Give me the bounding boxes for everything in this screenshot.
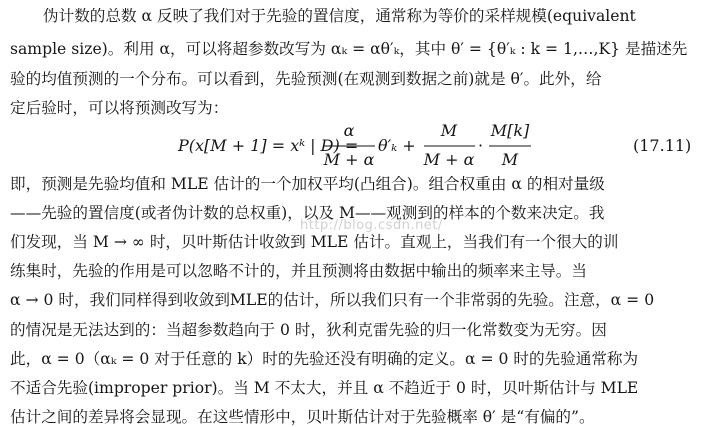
fraction1-denominator: M + α <box>323 150 375 169</box>
equation-lhs: P(x[M + 1] = xᵏ | D) = <box>178 136 359 155</box>
paragraph2-line2: ——先验的置信度(或者伪计数的总权重)，以及 M——观测到的样本的个数来决定。我 <box>10 204 605 222</box>
paragraph2-line6: 的情况是无法达到的：当超参数趋向于 0 时，狄利克雷先验的归一化常数变为无穷。因 <box>10 321 607 339</box>
paragraph2-line9: 估计之间的差异将会显现。在这些情形中，贝叶斯估计对于先验概率 θ′ 是“有偏的”。 <box>10 408 595 426</box>
fraction2-denominator: M + α <box>423 150 475 169</box>
watermark: http://blog.csdn.net/ <box>300 218 443 233</box>
paragraph2-line4: 练集时，先验的作用是可以忽略不计的，并且预测将由数据中输出的频率来主导。当 <box>10 262 587 280</box>
paragraph2-line3: 们发现，当 M → ∞ 时，贝叶斯估计收敛到 MLE 估计。直观上，当我们有一个很大的训 <box>10 233 619 251</box>
equation-dot: · <box>478 136 484 155</box>
paragraph1-line3: 验的均值预测的一个分布。可以看到，先验预测(在观测到数据之前)就是 θ′。此外，给 <box>10 70 602 88</box>
fraction1-numerator: α <box>343 121 355 140</box>
paragraph1-line1: 伪计数的总数 α 反映了我们对于先验的置信度，通常称为等价的采样规模(equivalent <box>43 7 636 25</box>
fraction3-numerator: M[k] <box>490 121 530 140</box>
fraction2-numerator: M <box>440 121 458 140</box>
equation-number: (17.11) <box>633 136 692 155</box>
equation-theta: θ′ₖ + <box>378 136 416 155</box>
fraction3-denominator: M <box>501 150 519 169</box>
paragraph2-line7: 此，α = 0（αₖ = 0 对于任意的 k）时的先验还没有明确的定义。α = 0 时的先验通常称为 <box>10 350 639 368</box>
equation-17-11 <box>0 120 705 172</box>
paragraph2-line1: 即，预测是先验均值和 MLE 估计的一个加权平均(凸组合)。组合权重由 α 的相对量级 <box>10 175 605 193</box>
paragraph2-line8: 不适合先验(improper prior)。当 M 不太大，并且 α 不趋近于 0 时，贝叶斯估计与 MLE <box>10 379 639 397</box>
paragraph1-line2: sample size)。利用 α，可以将超参数改写为 αₖ = αθ′ₖ，其中 θ′ = {θ′ₖ : k = 1,…,K} 是描述先 <box>10 40 688 58</box>
paragraph1-line4: 定后验时，可以将预测改写为： <box>10 99 229 117</box>
paragraph2-line5: α → 0 时，我们同样得到收敛到MLE的估计，所以我们只有一个非常弱的先验。注意，α = 0 <box>10 291 655 309</box>
